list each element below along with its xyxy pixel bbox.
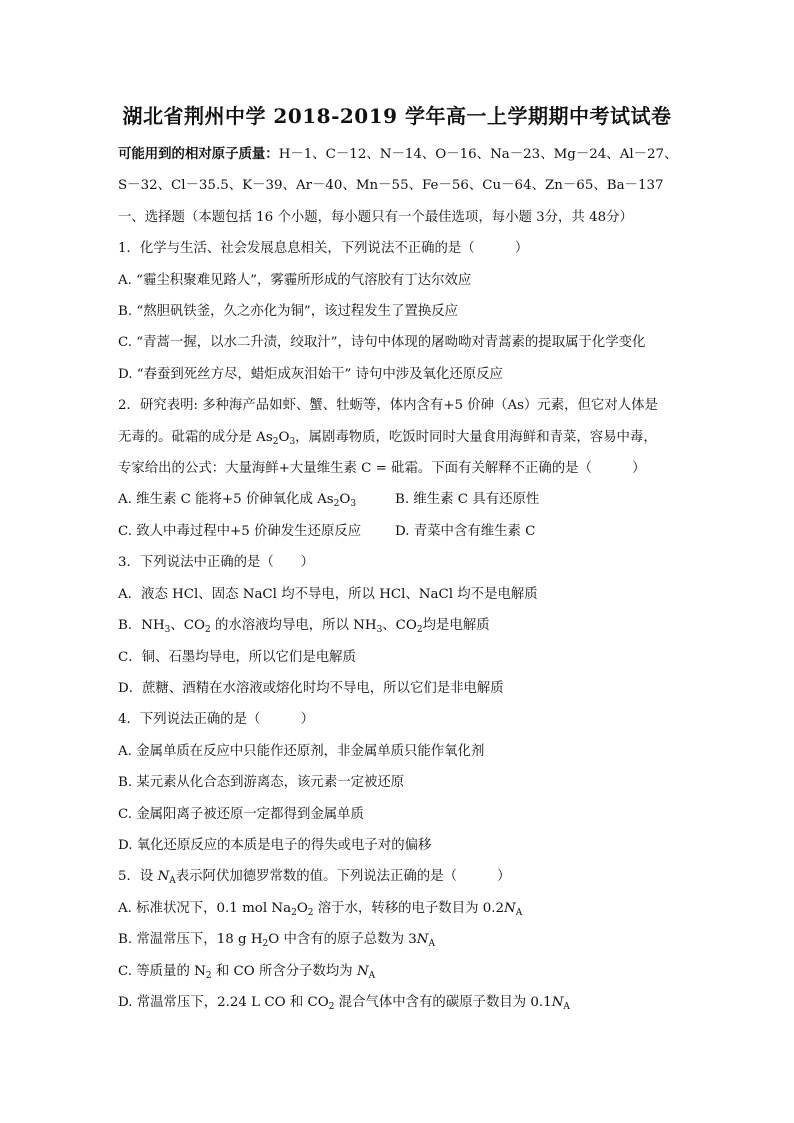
q2-stem-line-3: 专家给出的公式：大量海鲜+大量维生素 C = 砒霜。下面有关解释不正确的是（ ） [118, 461, 646, 477]
q3-option-b: B．$NH_3$、$CO_2$ 的水溶液均导电，所以 $NH_3$、$CO_2$均是电解质 [118, 618, 490, 636]
q2-option-c: C. 致人中毒过程中+5 价砷发生还原反应 [118, 523, 362, 539]
q3-option-c: C．铜、石墨均导电，所以它们是电解质 [118, 649, 356, 665]
q4-option-d: D. 氧化还原反应的本质是电子的得失或电子对的偏移 [118, 837, 432, 853]
section-heading: 一、选择题（本题包括 16 个小题，每小题只有一个最佳选项，每小题 3分，共 48分） [118, 209, 633, 225]
q2-options-ab [118, 484, 794, 515]
atomic-mass-line-1: 可能用到的相对原子质量：H－1、C－12、N－14、O－16、Na－23、Mg－24、Al－27、 [118, 146, 678, 162]
atomic-mass-line-2: S－32、Cl－35.5、K－39、Ar－40、Mn－55、Fe－56、Cu－64、Zn－65、Ba－137 [118, 178, 664, 194]
q1-option-b: B. “熬胆矾铁釜，久之亦化为铜”，该过程发生了置换反应 [118, 304, 459, 320]
page-title: 湖北省荆州中学 2018-2019 学年高一上学期期中考试试卷 [122, 104, 672, 128]
atomic-mass-label: 可能用到的相对原子质量： [118, 146, 279, 162]
q2-option-d: D. 青菜中含有维生素 C [395, 523, 536, 539]
q1-option-a: A. “霾尘积聚难见路人”，雾霾所形成的气溶胶有丁达尔效应 [118, 272, 472, 288]
q2-option-b: B. 维生素 C 具有还原性 [395, 492, 540, 508]
q1-option-c: C. “青蒿一握，以水二升渍，绞取汁”，诗句中体现的屠呦呦对青蒿素的提取属于化学变化 [118, 335, 646, 351]
q4-option-a: A. 金属单质在反应中只能作还原剂，非金属单质只能作氧化剂 [118, 743, 485, 759]
q1-stem: 1．化学与生活、社会发展息息相关，下列说法不正确的是（ ） [118, 241, 529, 257]
q5-option-b: B. 常温常压下，18 g $H_2O$ 中含有的原子总数为 $3N_A$ [118, 932, 435, 950]
q3-stem: 3．下列说法中正确的是（ ） [118, 555, 314, 571]
q2-option-a: A. 维生素 C 能将+5 价砷氧化成 $As_2O_3$ [118, 492, 357, 510]
q4-stem: 4．下列说法正确的是（ ） [118, 712, 314, 728]
q2-stem-line-2: 无毒的。砒霜的成分是 $As_2O_3$，属剧毒物质，吃饭时同时大量食用海鲜和青菜，容易中毒， [118, 429, 657, 447]
q5-option-a: A. 标准状况下，0.1 mol $Na_2O_2$ 溶于水，转移的电子数目为 $0.2N_A$ [118, 900, 523, 918]
q4-option-c: C. 金属阳离子被还原一定都得到金属单质 [118, 806, 364, 822]
q3-option-a: A．液态 HCl、固态 NaCl 均不导电，所以 HCl、NaCl 均不是电解质 [118, 586, 538, 602]
q1-option-d: D. “春蚕到死丝方尽，蜡炬成灰泪始干” 诗句中涉及氧化还原反应 [118, 366, 503, 382]
q2-options-cd [118, 516, 794, 547]
q5-stem: 5．设 $N_A$表示阿伏加德罗常数的值。下列说法正确的是（ ） [118, 869, 511, 887]
q4-option-b: B. 某元素从化合态到游离态，该元素一定被还原 [118, 775, 405, 791]
q5-option-c: C. 等质量的 $N_2$ 和 CO 所含分子数均为 $N_A$ [118, 963, 376, 981]
q5-option-d: D. 常温常压下，2.24 L CO 和 $CO_2$ 混合气体中含有的碳原子数目为 $0.1N_A$ [118, 994, 570, 1012]
q3-option-d: D．蔗糖、酒精在水溶液或熔化时均不导电，所以它们是非电解质 [118, 680, 504, 696]
q2-stem-line-1: 2．研究表明: 多种海产品如虾、蟹、牡蛎等，体内含有+5 价砷（As）元素，但它对人体是 [118, 398, 658, 414]
